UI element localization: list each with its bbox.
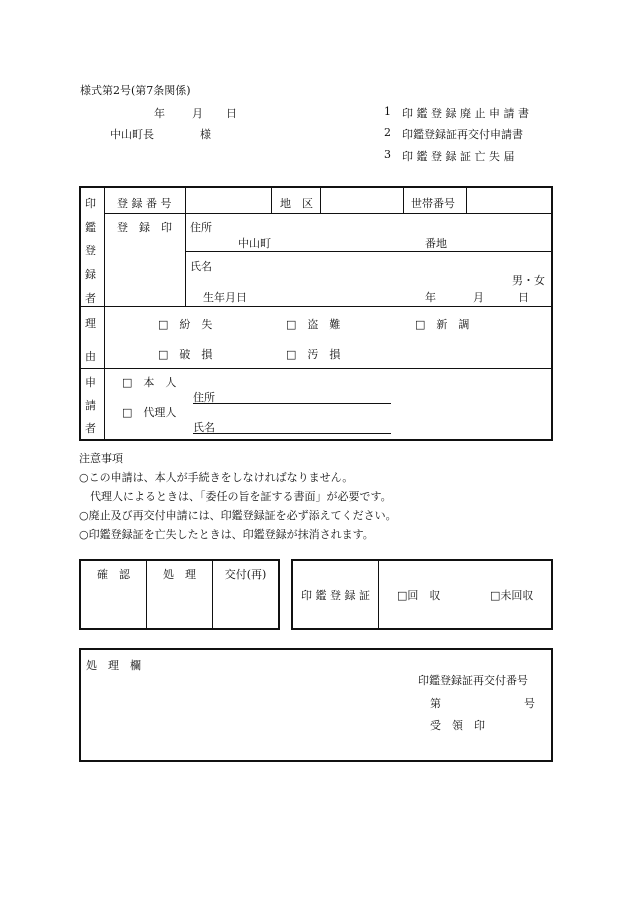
form-type-1-text: 印 鑑 登 録 廃 止 申 請 書 <box>402 107 529 120</box>
reason-side-char: 由 <box>85 350 96 363</box>
issue-label: 交付(再) <box>224 568 267 581</box>
registrant-side-char: 印 <box>85 197 96 210</box>
reissue-number-label: 印鑑登録証再交付番号 <box>418 674 528 687</box>
town-name: 中山町 <box>238 237 271 250</box>
household-number-label: 世帯番号 <box>411 197 455 210</box>
certificate-label: 印 鑑 登 録 証 <box>301 589 370 602</box>
note-line: ○この申請は、本人が手続きをしなければなりません。 <box>79 471 354 484</box>
divider <box>271 186 272 213</box>
note-line: 代理人によるときは、「委任の旨を証する書面」が必要です。 <box>79 490 392 503</box>
district-field[interactable] <box>322 189 402 212</box>
lot-label: 番地 <box>425 237 447 250</box>
not-collected-checkbox[interactable]: □未回収 <box>490 589 534 602</box>
applicant-name-field[interactable] <box>193 433 391 434</box>
date-month-label: 月 <box>192 107 203 120</box>
reason-side-char: 理 <box>85 317 96 330</box>
divider <box>185 251 553 252</box>
divider <box>403 186 404 213</box>
registrant-side-char: 録 <box>85 268 96 281</box>
reason-soiled-checkbox[interactable]: □ 汚 損 <box>286 348 341 361</box>
registrant-side-char: 鑑 <box>85 221 96 234</box>
form-number: 様式第2号(第7条関係) <box>80 84 191 97</box>
gender-option[interactable]: 男・女 <box>512 274 545 287</box>
registrant-address-label: 住所 <box>190 221 212 234</box>
process-label: 処 理 <box>163 568 196 581</box>
divider <box>79 368 553 369</box>
addressee: 中山町長 <box>110 128 154 141</box>
registrant-side-char: 登 <box>85 244 96 257</box>
number-suffix: 号 <box>524 697 535 710</box>
birth-month-label: 月 <box>473 291 484 304</box>
registration-number-label: 登 録 番 号 <box>117 197 172 210</box>
date-year-label: 年 <box>154 107 165 120</box>
registered-seal-area[interactable] <box>106 236 184 304</box>
registered-seal-label: 登 録 印 <box>117 221 172 234</box>
birth-date-label: 生年月日 <box>203 291 247 304</box>
divider <box>79 306 553 307</box>
birth-year-label: 年 <box>425 291 436 304</box>
number-prefix: 第 <box>430 697 441 710</box>
processing-title: 処 理 欄 <box>86 659 141 672</box>
registration-number-field[interactable] <box>187 189 270 212</box>
divider <box>185 186 186 306</box>
divider <box>104 186 105 441</box>
honorific: 様 <box>200 128 211 141</box>
divider <box>466 186 467 213</box>
receipt-seal-label: 受 領 印 <box>430 719 485 732</box>
form-type-3-text: 印 鑑 登 録 証 亡 失 届 <box>402 150 515 163</box>
reason-stolen-checkbox[interactable]: □ 盗 難 <box>286 318 341 331</box>
divider <box>320 186 321 213</box>
birth-day-label: 日 <box>518 291 529 304</box>
form-type-3-number: 3 <box>384 148 391 161</box>
applicant-address-field[interactable] <box>193 403 391 404</box>
reason-damaged-checkbox[interactable]: □ 破 損 <box>158 348 213 361</box>
confirm-label: 確 認 <box>97 568 130 581</box>
applicant-proxy-checkbox[interactable]: □ 代理人 <box>122 406 177 419</box>
reason-lost-checkbox[interactable]: □ 紛 失 <box>158 318 213 331</box>
reason-new-checkbox[interactable]: □ 新 調 <box>415 318 470 331</box>
district-label: 地 区 <box>280 197 313 210</box>
form-type-2-number: 2 <box>384 126 391 139</box>
form-type-2-text: 印鑑登録証再交付申請書 <box>402 128 523 141</box>
processing-box <box>79 648 553 762</box>
applicant-address-label: 住所 <box>193 391 215 404</box>
applicant-side-char: 請 <box>85 399 96 412</box>
date-day-label: 日 <box>226 107 237 120</box>
collected-checkbox[interactable]: □回 収 <box>397 589 441 602</box>
applicant-name-label: 氏名 <box>193 421 215 434</box>
form-type-1-number: 1 <box>384 105 391 118</box>
registrant-side-char: 者 <box>85 292 96 305</box>
household-number-field[interactable] <box>468 189 551 212</box>
registrant-name-label: 氏名 <box>190 260 212 273</box>
notes-title: 注意事項 <box>79 452 123 465</box>
applicant-side-char: 申 <box>85 376 96 389</box>
applicant-side-char: 者 <box>85 422 96 435</box>
note-line: ○印鑑登録証を亡失したときは、印鑑登録が抹消されます。 <box>79 528 374 541</box>
note-line: ○廃止及び再交付申請には、印鑑登録証を必ず添えてください。 <box>79 509 397 522</box>
applicant-self-checkbox[interactable]: □ 本 人 <box>122 376 177 389</box>
divider <box>104 213 553 214</box>
divider <box>378 559 379 630</box>
